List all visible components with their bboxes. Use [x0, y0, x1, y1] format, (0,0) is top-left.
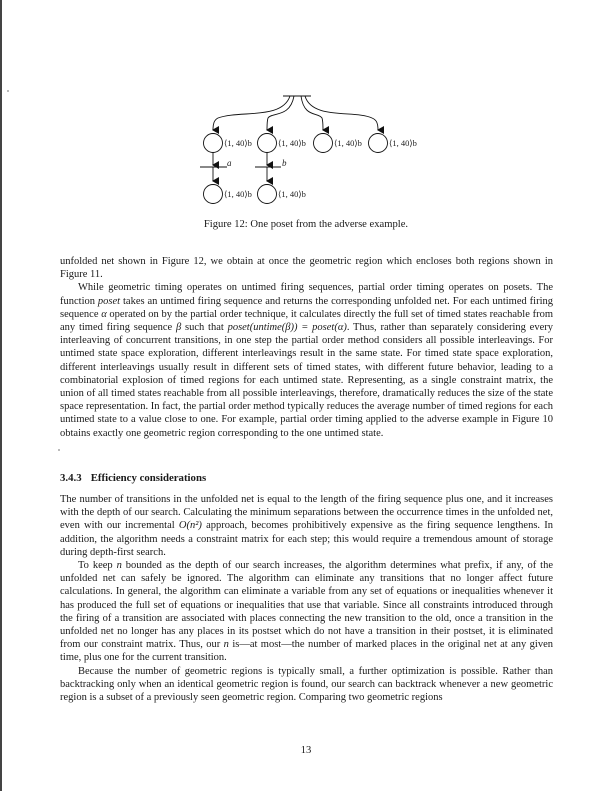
symbol-beta: β: [176, 322, 182, 334]
paragraph-backtracking: Because the number of geometric regions is typically small, a further optimization is possible. Rather than backtracking only when an identical geometric region is found, our search can backtrack whenever a new geometric region is a subset of a previously seen geometric region. Comparing two geometric regions: [60, 665, 553, 704]
place-4: [369, 134, 417, 153]
paragraph-transitions: [60, 493, 553, 559]
text-span: takes an untimed firing sequence and returns the corresponding unfolded net. For each untimed firing sequence: [60, 295, 553, 320]
text-span: approach, becomes prohibitively expensive as the firing sequence lengthens. In addition, the algorithm needs a constraint matrix for each step; this would require a tremendous amount of storage during depth-first search.: [60, 520, 553, 558]
place-6: [258, 185, 306, 204]
section-title: Efficiency considerations: [90, 472, 207, 484]
text-span: . Thus, rather than separately considering every interleaving of concurrent transitions, in one step the partial order method considers all possible interleavings. For untimed state space exploration, different interleavings result in the same state. For timed state space exploration, different interleavings usually result in different sets of timed states, with different future behavior, leading to a combinatorial explosion of timed regions for each untimed state. Representing, as a single constraint matrix, the union of all timed states reachable from all possible interleavings, therefore, dramatically reduces the size of the state space representation. In fact, the partial order method typically reduces the average number of timed regions for each untimed state to a value close to one. For example, partial order timing applied to the adverse example in Figure 10 obtains exactly one geometric region corresponding to the one untimed state.: [60, 322, 553, 439]
function-name-poset: poset: [97, 295, 121, 307]
section-number: 3.4.3: [60, 472, 82, 484]
paragraph-bounding-n: [60, 559, 553, 665]
scan-speck: [58, 449, 60, 451]
section-body-text: [60, 493, 553, 704]
place-6-label: ⟨1, 40⟩b: [278, 189, 306, 199]
place-4-label: ⟨1, 40⟩b: [389, 138, 417, 148]
body-text: [60, 255, 553, 440]
text-span: bounded as the depth of our search increases, the algorithm determines what prefix, if any, of the unfolded net can safely be ignored. The algorithm can eliminate any transitions that no longer affect future calculations. In general, the algorithm can eliminate a variable from any set of equations or inequalities whenever it has produced the full set of equations or inequalities that use that variable. Since all constraints introduced through the firing of a transition are associated with places connecting the new transition to the old, once a transition in the unfolded net no longer has any places in its postset which do not have a transition in their postset, it is eliminated from our constraint matrix. Thus, our: [60, 560, 553, 651]
place-3-label: ⟨1, 40⟩b: [334, 138, 362, 148]
text-span: is—at most—the number of marked places in the original net at any given time, plus one for the current transition.: [60, 639, 554, 664]
arc-to-place-4: [305, 96, 378, 130]
text-span: such that: [181, 322, 228, 334]
formula-poset-untime: poset(untime(β)) = poset(α): [227, 322, 347, 334]
transition-a-label: a: [227, 158, 232, 168]
place-5: [204, 185, 252, 204]
poset-diagram: [0, 0, 612, 215]
place-1-label: ⟨1, 40⟩b: [224, 138, 252, 148]
place-2: [258, 134, 306, 153]
place-1: [204, 134, 252, 153]
place-5-label: ⟨1, 40⟩b: [224, 189, 252, 199]
figure-caption: Figure 12: One poset from the adverse example.: [203, 219, 409, 230]
paragraph-partial-order: [60, 281, 553, 439]
symbol-n: n: [223, 639, 229, 651]
text-span: While geometric timing operates on untimed firing sequences, partial order timing operates on posets. The function: [60, 282, 553, 307]
place-2-label: ⟨1, 40⟩b: [278, 138, 306, 148]
paragraph-continuation: unfolded net shown in Figure 12, we obtain at once the geometric region which encloses both regions shown in Figure 11.: [60, 256, 553, 281]
symbol-n: n: [116, 560, 122, 572]
complexity-notation: O(n²): [178, 520, 202, 532]
text-span: To keep: [78, 560, 117, 572]
arc-to-place-1: [213, 96, 290, 130]
arc-to-place-3: [301, 96, 323, 130]
arc-to-place-2: [267, 96, 294, 130]
symbol-alpha: α: [101, 308, 107, 320]
section-heading: [60, 472, 206, 484]
text-span: The number of transitions in the unfolded net is equal to the length of the firing sequence plus one, and it increases with the depth of our search. Calculating the minimum separations between the occurrence times in the unfolded net, even with our incremental: [60, 494, 553, 532]
page-number: 13: [300, 745, 312, 756]
figure-12: [0, 0, 612, 215]
place-3: [314, 134, 362, 153]
transition-b-label: b: [282, 158, 287, 168]
text-span: operated on by the partial order technique, it calculates directly the full set of timed states reachable from any timed firing sequence: [60, 308, 553, 334]
